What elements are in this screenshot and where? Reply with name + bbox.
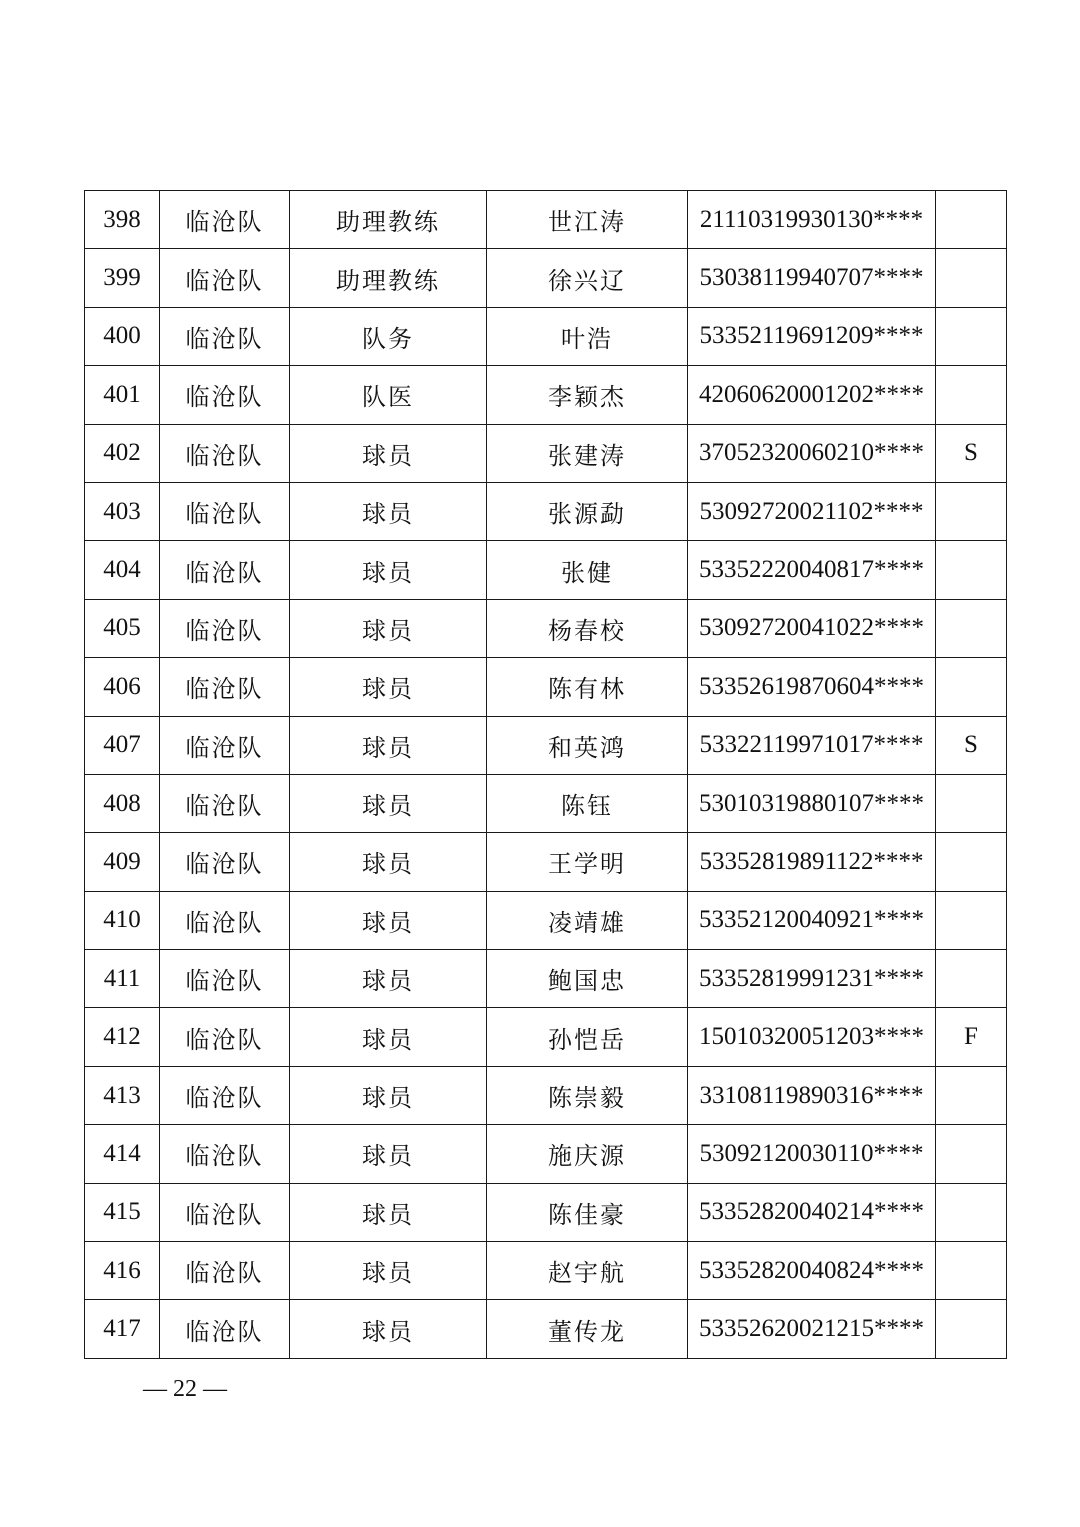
role-cell: 球员 [290,1183,487,1241]
person-name-cell: 陈钰 [487,774,688,832]
table-row [85,424,1007,482]
person-name-cell: 世江涛 [487,191,688,249]
mark-cell [936,1300,1007,1358]
row-number-cell: 404 [85,541,160,599]
team-cell: 临沧队 [160,716,290,774]
person-name-cell: 张源勐 [487,482,688,540]
team-cell: 临沧队 [160,658,290,716]
row-number-cell: 406 [85,658,160,716]
row-number-cell: 413 [85,1066,160,1124]
table-row [85,1300,1007,1358]
team-cell: 临沧队 [160,833,290,891]
team-cell: 临沧队 [160,307,290,365]
row-number-cell: 410 [85,891,160,949]
id-number-cell: 37052320060210**** [688,424,936,482]
person-name-cell: 杨春校 [487,599,688,657]
table-row [85,599,1007,657]
person-name-cell: 李颖杰 [487,366,688,424]
person-name-cell: 陈有林 [487,658,688,716]
mark-cell [936,599,1007,657]
role-cell: 球员 [290,482,487,540]
table-row [85,1066,1007,1124]
table-row [85,1183,1007,1241]
team-cell: 临沧队 [160,891,290,949]
id-number-cell: 53352820040214**** [688,1183,936,1241]
mark-cell [936,249,1007,307]
row-number-cell: 405 [85,599,160,657]
id-number-cell: 21110319930130**** [688,191,936,249]
team-cell: 临沧队 [160,482,290,540]
row-number-cell: 399 [85,249,160,307]
table-row [85,482,1007,540]
role-cell: 球员 [290,1125,487,1183]
mark-cell [936,541,1007,599]
table-row [85,1242,1007,1300]
team-cell: 临沧队 [160,1066,290,1124]
mark-cell: S [936,424,1007,482]
team-cell: 临沧队 [160,1183,290,1241]
team-cell: 临沧队 [160,1125,290,1183]
table-row [85,774,1007,832]
mark-cell [936,891,1007,949]
team-cell: 临沧队 [160,774,290,832]
id-number-cell: 15010320051203**** [688,1008,936,1066]
id-number-cell: 53352620021215**** [688,1300,936,1358]
role-cell: 球员 [290,1242,487,1300]
mark-cell: S [936,716,1007,774]
mark-cell [936,833,1007,891]
row-number-cell: 416 [85,1242,160,1300]
role-cell: 球员 [290,1300,487,1358]
id-number-cell: 53352819891122**** [688,833,936,891]
team-cell: 临沧队 [160,424,290,482]
team-cell: 临沧队 [160,599,290,657]
role-cell: 球员 [290,833,487,891]
id-number-cell: 53352820040824**** [688,1242,936,1300]
role-cell: 球员 [290,774,487,832]
id-number-cell: 42060620001202**** [688,366,936,424]
row-number-cell: 401 [85,366,160,424]
row-number-cell: 414 [85,1125,160,1183]
role-cell: 球员 [290,716,487,774]
row-number-cell: 402 [85,424,160,482]
row-number-cell: 398 [85,191,160,249]
roster-table [84,190,1007,1359]
row-number-cell: 411 [85,950,160,1008]
table-row [85,1125,1007,1183]
role-cell: 球员 [290,424,487,482]
person-name-cell: 王学明 [487,833,688,891]
person-name-cell: 张建涛 [487,424,688,482]
table-row [85,541,1007,599]
team-cell: 临沧队 [160,1008,290,1066]
row-number-cell: 408 [85,774,160,832]
role-cell: 球员 [290,950,487,1008]
mark-cell [936,1066,1007,1124]
person-name-cell: 董传龙 [487,1300,688,1358]
id-number-cell: 53092720041022**** [688,599,936,657]
id-number-cell: 53352819991231**** [688,950,936,1008]
id-number-cell: 33108119890316**** [688,1066,936,1124]
role-cell: 球员 [290,1066,487,1124]
id-number-cell: 53352119691209**** [688,307,936,365]
mark-cell: F [936,1008,1007,1066]
role-cell: 队医 [290,366,487,424]
row-number-cell: 403 [85,482,160,540]
row-number-cell: 409 [85,833,160,891]
table-row [85,950,1007,1008]
mark-cell [936,658,1007,716]
mark-cell [936,1242,1007,1300]
person-name-cell: 陈佳豪 [487,1183,688,1241]
team-cell: 临沧队 [160,1300,290,1358]
person-name-cell: 鲍国忠 [487,950,688,1008]
role-cell: 球员 [290,541,487,599]
row-number-cell: 407 [85,716,160,774]
table-row [85,191,1007,249]
table-row [85,833,1007,891]
team-cell: 临沧队 [160,366,290,424]
roster-table-body [85,191,1007,1359]
person-name-cell: 陈崇毅 [487,1066,688,1124]
id-number-cell: 53352120040921**** [688,891,936,949]
role-cell: 队务 [290,307,487,365]
person-name-cell: 和英鸿 [487,716,688,774]
mark-cell [936,482,1007,540]
id-number-cell: 53352619870604**** [688,658,936,716]
mark-cell [936,191,1007,249]
row-number-cell: 412 [85,1008,160,1066]
id-number-cell: 53092120030110**** [688,1125,936,1183]
table-row [85,891,1007,949]
id-number-cell: 53038119940707**** [688,249,936,307]
table-row [85,716,1007,774]
person-name-cell: 赵宇航 [487,1242,688,1300]
person-name-cell: 徐兴辽 [487,249,688,307]
person-name-cell: 孙恺岳 [487,1008,688,1066]
row-number-cell: 415 [85,1183,160,1241]
id-number-cell: 53010319880107**** [688,774,936,832]
table-row [85,1008,1007,1066]
mark-cell [936,307,1007,365]
team-cell: 临沧队 [160,541,290,599]
person-name-cell: 凌靖雄 [487,891,688,949]
person-name-cell: 叶浩 [487,307,688,365]
team-cell: 临沧队 [160,191,290,249]
role-cell: 助理教练 [290,191,487,249]
role-cell: 球员 [290,891,487,949]
team-cell: 临沧队 [160,1242,290,1300]
row-number-cell: 417 [85,1300,160,1358]
team-cell: 临沧队 [160,249,290,307]
team-cell: 临沧队 [160,950,290,1008]
id-number-cell: 53352220040817**** [688,541,936,599]
mark-cell [936,1125,1007,1183]
person-name-cell: 张健 [487,541,688,599]
role-cell: 球员 [290,1008,487,1066]
id-number-cell: 53092720021102**** [688,482,936,540]
role-cell: 球员 [290,599,487,657]
mark-cell [936,1183,1007,1241]
role-cell: 助理教练 [290,249,487,307]
table-row [85,249,1007,307]
mark-cell [936,950,1007,1008]
id-number-cell: 53322119971017**** [688,716,936,774]
mark-cell [936,774,1007,832]
page-number: — 22 — [143,1376,227,1402]
table-row [85,658,1007,716]
table-row [85,307,1007,365]
table-row [85,366,1007,424]
role-cell: 球员 [290,658,487,716]
mark-cell [936,366,1007,424]
person-name-cell: 施庆源 [487,1125,688,1183]
row-number-cell: 400 [85,307,160,365]
